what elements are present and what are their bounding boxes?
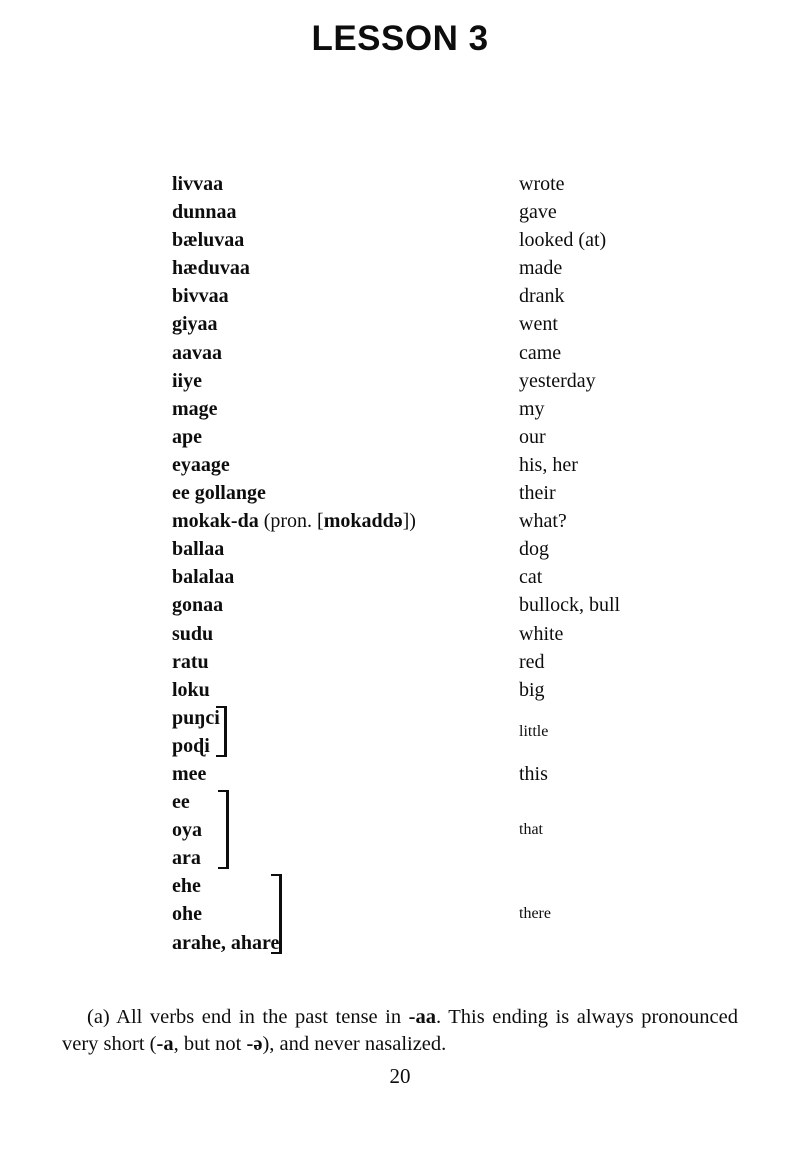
term-segment-note: -aa — [408, 1005, 436, 1028]
term-segment: iiye — [172, 369, 202, 392]
term-segment: bivvaa — [172, 285, 229, 308]
vocab-term — [172, 788, 190, 816]
group-bracket — [218, 790, 229, 869]
vocab-gloss: what? — [519, 510, 567, 533]
vocab-row — [0, 900, 800, 928]
vocab-group — [0, 872, 800, 956]
term-segment: sudu — [172, 622, 214, 645]
term-segment: gonaa — [172, 594, 224, 617]
vocab-row — [0, 507, 800, 535]
vocab-term — [172, 732, 210, 760]
vocab-row — [0, 816, 800, 844]
term-segment: ee gollange — [172, 482, 266, 505]
term-segment: ohe — [172, 903, 202, 926]
vocab-gloss: bullock, bull — [519, 594, 621, 617]
vocab-row — [0, 591, 800, 619]
term-segment: giyaa — [172, 313, 218, 336]
vocab-gloss: that — [519, 821, 543, 839]
term-segment: oya — [172, 819, 202, 842]
vocab-row — [0, 226, 800, 254]
vocab-gloss: dog — [519, 538, 549, 561]
term-segment: arahe, ahare — [172, 931, 280, 954]
vocab-gloss: their — [519, 482, 556, 505]
vocab-term — [172, 620, 213, 648]
vocab-row — [0, 872, 800, 900]
vocab-gloss: little — [519, 722, 549, 740]
vocab-row — [0, 704, 800, 732]
vocab-term — [172, 367, 202, 395]
vocab-term — [172, 648, 209, 676]
vocab-gloss: came — [519, 341, 562, 364]
vocab-term — [172, 900, 202, 928]
vocab-row — [0, 367, 800, 395]
term-segment-note: , but not — [173, 1033, 247, 1056]
term-segment: balalaa — [172, 566, 235, 589]
term-segment: ballaa — [172, 538, 225, 561]
vocab-gloss: our — [519, 425, 546, 448]
vocab-row — [0, 310, 800, 338]
vocab-term — [172, 282, 229, 310]
vocab-row — [0, 844, 800, 872]
grammar-note — [62, 1004, 738, 1059]
vocab-row — [0, 788, 800, 816]
lesson-title: LESSON 3 — [311, 19, 489, 58]
term-segment: mokaddə — [323, 510, 403, 533]
vocab-gloss: made — [519, 257, 563, 280]
vocab-row — [0, 676, 800, 704]
vocab-gloss: went — [519, 313, 558, 336]
vocab-gloss: his, her — [519, 453, 578, 476]
term-segment: ape — [172, 425, 202, 448]
vocab-gloss: my — [519, 397, 545, 420]
vocab-term — [172, 170, 223, 198]
vocab-gloss: drank — [519, 285, 565, 308]
vocab-term — [172, 816, 202, 844]
vocab-row — [0, 198, 800, 226]
vocab-row — [0, 170, 800, 198]
vocab-gloss: white — [519, 622, 564, 645]
term-segment-note: -ə — [246, 1033, 263, 1056]
vocab-term — [172, 451, 230, 479]
term-segment-note: -a — [156, 1033, 174, 1056]
term-segment: mage — [172, 397, 218, 420]
term-segment: mee — [172, 762, 207, 785]
vocab-term — [172, 423, 202, 451]
vocab-term — [172, 254, 250, 282]
vocab-gloss: yesterday — [519, 369, 596, 392]
vocab-row — [0, 760, 800, 788]
term-segment: mokak-da — [172, 510, 264, 533]
vocab-term — [172, 507, 416, 535]
vocab-term — [172, 310, 218, 338]
vocab-term — [172, 535, 224, 563]
vocab-term — [172, 844, 201, 872]
vocab-row — [0, 479, 800, 507]
vocab-group — [0, 788, 800, 872]
vocab-row — [0, 451, 800, 479]
term-segment: ee — [172, 791, 190, 814]
group-bracket — [271, 874, 282, 953]
vocab-gloss: big — [519, 678, 545, 701]
vocab-row — [0, 620, 800, 648]
vocab-gloss: looked (at) — [519, 229, 607, 252]
term-segment: loku — [172, 678, 210, 701]
term-segment: ara — [172, 847, 201, 870]
term-segment: (pron. [ — [263, 510, 324, 533]
page-number: 20 — [389, 1064, 411, 1088]
vocab-gloss: wrote — [519, 173, 565, 195]
vocab-term — [172, 339, 222, 367]
term-segment: eyaage — [172, 453, 230, 476]
term-segment: livvaa — [172, 173, 224, 195]
vocab-term — [172, 591, 223, 619]
vocab-gloss: there — [519, 905, 551, 923]
vocab-row — [0, 339, 800, 367]
term-segment: aavaa — [172, 341, 222, 364]
term-segment: bæluvaa — [172, 229, 245, 252]
vocab-group — [0, 704, 800, 760]
vocab-term — [172, 563, 234, 591]
vocab-term — [172, 395, 218, 423]
vocab-term — [172, 676, 210, 704]
term-segment: dunnaa — [172, 201, 237, 224]
vocab-term — [172, 929, 279, 957]
vocab-term — [172, 760, 206, 788]
vocab-term — [172, 198, 237, 226]
vocab-row — [0, 282, 800, 310]
term-segment: ehe — [172, 875, 201, 898]
group-bracket — [216, 706, 227, 757]
term-segment: hæduvaa — [172, 257, 250, 280]
vocab-term — [172, 479, 266, 507]
vocab-row — [0, 423, 800, 451]
vocab-gloss: this — [519, 762, 548, 785]
term-segment: ratu — [172, 650, 209, 673]
vocab-row — [0, 254, 800, 282]
vocab-term — [172, 872, 201, 900]
term-segment: poɖi — [172, 734, 210, 757]
vocab-list — [0, 170, 800, 957]
vocab-row — [0, 929, 800, 957]
vocab-term — [172, 226, 244, 254]
vocab-row — [0, 563, 800, 591]
vocab-gloss: gave — [519, 201, 557, 224]
term-segment-note: . This ending is always pronounced very short ( — [62, 1005, 738, 1056]
vocab-row — [0, 535, 800, 563]
vocab-row — [0, 732, 800, 760]
vocab-row — [0, 395, 800, 423]
vocab-gloss: red — [519, 650, 545, 673]
vocab-row — [0, 648, 800, 676]
vocab-gloss: cat — [519, 566, 543, 589]
vocab-term — [172, 704, 220, 732]
term-segment: puŋci — [172, 706, 220, 729]
term-segment: ]) — [402, 510, 416, 533]
term-segment-note: (a) All verbs end in the past tense in — [87, 1005, 409, 1028]
term-segment-note: ), and never nasalized. — [262, 1033, 447, 1056]
